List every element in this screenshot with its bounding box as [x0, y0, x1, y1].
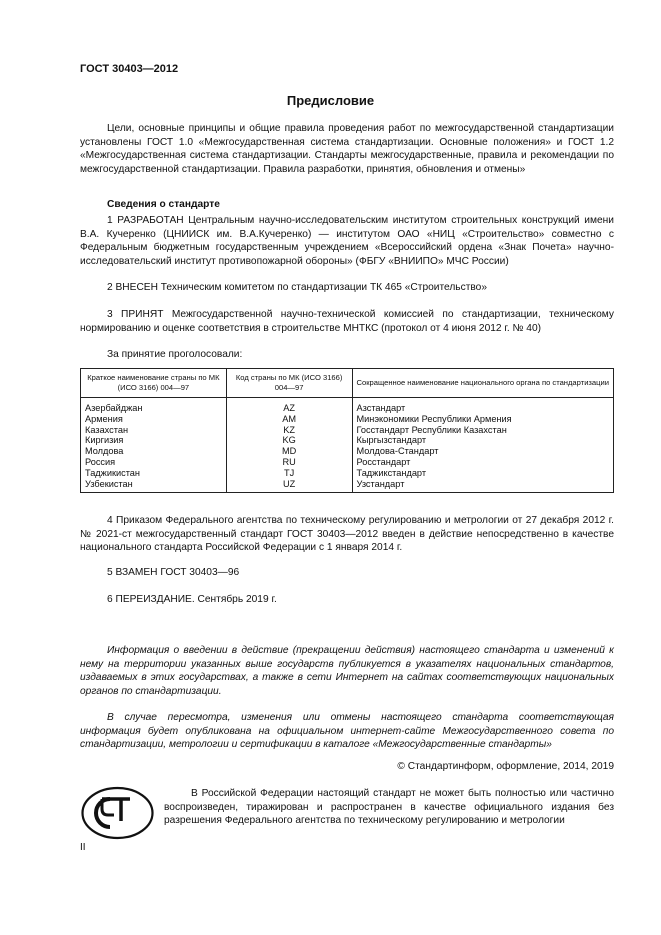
table-row — [81, 425, 614, 436]
country-cell: Молдова — [81, 446, 227, 457]
table-row — [81, 414, 614, 425]
body-cell: Молдова-Стандарт — [352, 446, 614, 457]
code-cell: AM — [226, 414, 352, 425]
item-adopted: 3 ПРИНЯТ Межгосударственной научно-технической комиссией по стандартизации, техническому нормированию и оценке соответствия в строительстве МНТКС (протокол от 4 июня 2012 г. № 40) — [80, 309, 614, 334]
item-reissue: 6 ПЕРЕИЗДАНИЕ. Сентябрь 2019 г. — [107, 594, 277, 605]
table-row — [81, 435, 614, 446]
code-cell: MD — [226, 446, 352, 457]
table-header-row — [81, 369, 614, 398]
table-row — [81, 479, 614, 493]
rst-logo — [80, 785, 155, 841]
table-row — [81, 398, 614, 414]
country-cell: Киргизия — [81, 435, 227, 446]
item-replaces: 5 ВЗАМЕН ГОСТ 30403—96 — [107, 567, 240, 578]
section-title: Сведения о стандарте — [107, 199, 220, 210]
page-title: Предисловие — [286, 93, 375, 108]
table-row — [81, 468, 614, 479]
rf-notice: В Российской Федерации настоящий стандарт не может быть полностью или частично воспроизведен, тиражирован и распространен в качестве официального издания без разрешения Федерального агентства по техническому регулированию и метрологии — [164, 788, 614, 827]
votes-label: За принятие проголосовали: — [107, 349, 243, 360]
body-cell: Узстандарт — [352, 479, 614, 493]
code-cell: RU — [226, 457, 352, 468]
body-cell: Минэкономики Республики Армения — [352, 414, 614, 425]
code-cell: TJ — [226, 468, 352, 479]
item-introduced: 2 ВНЕСЕН Техническим комитетом по стандартизации ТК 465 «Строительство» — [107, 282, 487, 293]
body-cell: Кыргызстандарт — [352, 435, 614, 446]
header-country: Краткое наименование страны по МК (ИСО 3166) 004—97 — [81, 369, 227, 398]
country-cell: Россия — [81, 457, 227, 468]
intro-paragraph: Цели, основные принципы и общие правила проведения работ по межгосударственной стандартизации установлены ГОСТ 1.0 «Межгосударственная система стандартизации. Основные положения» и ГОСТ 1.2 «Межгосударственная система стандартизации. Стандарты межгосударственные, правила и рекомендации по межгосударственной стандартизации. Правила разработки, принятия, обновления и отмены» — [80, 123, 614, 175]
country-cell: Таджикистан — [81, 468, 227, 479]
body-cell: Азстандарт — [352, 398, 614, 414]
header-body: Сокращенное наименование национального органа по стандартизации — [352, 369, 614, 398]
info-paragraph-2: В случае пересмотра, изменения или отмены настоящего стандарта соответствующая информация будет опубликована на официальном интернет-сайте Межгосударственного совета по стандартизации, метрологии и сертификации в каталоге «Межгосударственные стандарты» — [80, 712, 614, 751]
item-developed: 1 РАЗРАБОТАН Центральным научно-исследовательским институтом строительных конструкций имени В.А. Кучеренко (ЦНИИСК им. В.А.Кучеренко) — институтом ОАО «НИЦ «Строительство» совместно с Федеральным бюджетным государственным учреждением «Всероссийский ордена «Знак Почета» научно-исследовательский институт противопожарной обороны» (ФБГУ «ВНИИПО» МЧС России) — [80, 215, 614, 267]
header-code: Код страны по МК (ИСО 3166) 004—97 — [226, 369, 352, 398]
page-number: II — [80, 842, 86, 853]
code-cell: UZ — [226, 479, 352, 493]
code-cell: KG — [226, 435, 352, 446]
info-paragraph-1: Информация о введении в действие (прекращении действия) настоящего стандарта и изменений к нему на территории указанных выше государств публикуется в указателях национальных стандартов, издаваемых в этих государствах, а также в сети Интернет на сайтах соответствующих национальных органов по стандартизации. — [80, 645, 614, 697]
country-cell: Армения — [81, 414, 227, 425]
copyright-line: © Стандартинформ, оформление, 2014, 2019 — [397, 761, 614, 772]
country-cell: Казахстан — [81, 425, 227, 436]
rst-logo-icon — [80, 785, 155, 841]
body-cell: Росстандарт — [352, 457, 614, 468]
table-row — [81, 457, 614, 468]
country-cell: Азербайджан — [81, 398, 227, 414]
votes-table — [80, 368, 614, 493]
document-id-header: ГОСТ 30403—2012 — [80, 63, 179, 75]
code-cell: KZ — [226, 425, 352, 436]
country-cell: Узбекистан — [81, 479, 227, 493]
table-row — [81, 446, 614, 457]
item-order: 4 Приказом Федерального агентства по техническому регулированию и метрологии от 27 декабря 2012 г. № 2021-ст межгосударственный стандарт ГОСТ 30403—2012 введен в действие непосредственно в качестве национального стандарта Российской Федерации с 1 января 2014 г. — [80, 515, 614, 554]
body-cell: Госстандарт Республики Казахстан — [352, 425, 614, 436]
body-cell: Таджикстандарт — [352, 468, 614, 479]
code-cell: AZ — [226, 398, 352, 414]
